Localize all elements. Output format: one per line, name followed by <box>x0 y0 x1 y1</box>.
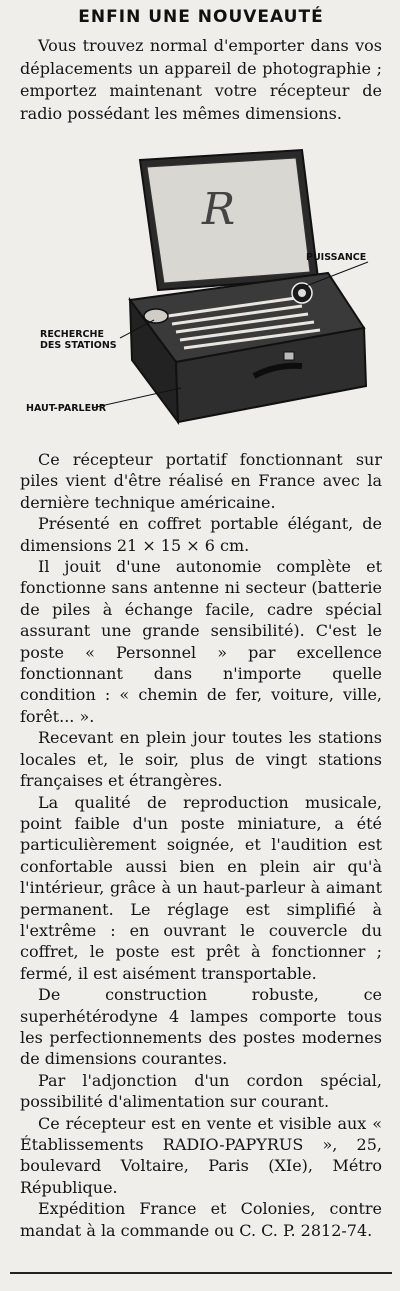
label-puissance: PUISSANCE <box>306 252 367 263</box>
article-title: ENFIN UNE NOUVEAUTÉ <box>78 7 324 27</box>
paragraph-5: La qualité de reproduction musicale, point faible d'un poste miniature, a été particulièrement soignée, et l'audition est confortable aussi bien en plein air qu'à l'intérieur, grâce à un haut-parleur à aimant permanent. Le réglage est simplifié à l'extrême : en ouvrant le couvercle du coffret, le poste est prêt à fonctionner ; fermé, il est aisément transportable. <box>20 792 382 983</box>
tuning-dial <box>144 309 168 323</box>
paragraph-2: Présenté en coffret portable élégant, de dimensions 21 × 15 × 6 cm. <box>20 514 382 555</box>
bottom-rule <box>10 1272 392 1274</box>
paragraph-3: Il jouit d'une autonomie complète et fonctionne sans antenne ni secteur (batterie de piles à échange facile, cadre spécial assurant une grande sensibilité). C'est le poste « Personnel » par excellence fonctionnant dans n'importe quelle condition : « chemin de fer, voiture, ville, forêt... ». <box>20 557 382 726</box>
paragraph-1: Ce récepteur portatif fonctionnant sur piles vient d'être réalisé en France avec la dernière technique américaine. <box>20 450 382 512</box>
intro-paragraph: Vous trouvez normal d'emporter dans vos déplacements un appareil de photographie ; emportez maintenant votre récepteur de radio possédant les mêmes dimensions. <box>20 36 382 123</box>
label-recherche-line1: RECHERCHE <box>40 329 104 340</box>
label-recherche-line2: DES STATIONS <box>40 340 117 351</box>
label-haut-parleur: HAUT-PARLEUR <box>26 403 107 414</box>
paragraph-8: Ce récepteur est en vente et visible aux « Établissements RADIO-PAPYRUS », 25, boulevard Voltaire, Paris (XIe), Métro République. <box>20 1113 382 1197</box>
paragraph-4: Recevant en plein jour toutes les stations locales et, le soir, plus de vingt stations françaises et étrangères. <box>20 728 382 791</box>
paragraph-6: De construction robuste, ce superhétérodyne 4 lampes comporte tous les perfectionnements des postes modernes de dimensions courantes. <box>20 985 382 1069</box>
paragraph-9: Expédition France et Colonies, contre mandat à la commande ou C. C. P. 2812-74. <box>20 1199 382 1240</box>
paragraph-7: Par l'adjonction d'un cordon spécial, possibilité d'alimentation sur courant. <box>20 1070 382 1112</box>
label-recherche <box>40 329 117 351</box>
lid-monogram: R <box>202 184 236 235</box>
article-body <box>20 449 382 1241</box>
radio-illustration <box>6 140 388 450</box>
